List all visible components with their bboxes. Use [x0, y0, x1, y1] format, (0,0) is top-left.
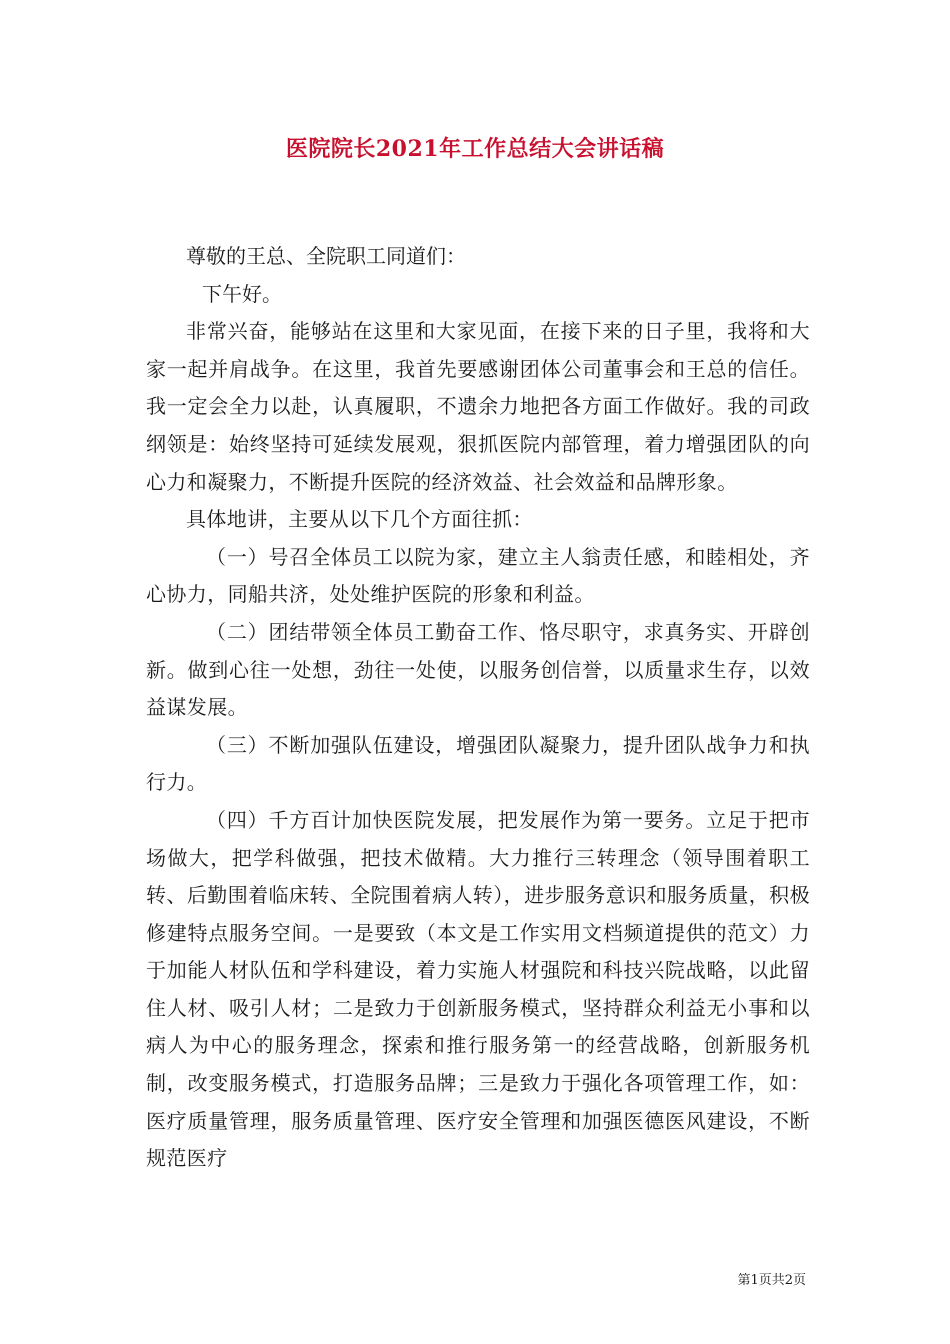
- salutation: 尊敬的王总、全院职工同道们：: [186, 244, 466, 268]
- document-title: 医院院长2021年工作总结大会讲话稿: [285, 136, 665, 162]
- list-item-2: （二）团结带领全体员工勤奋工作、恪尽职守，求真务实、开辟创新。做到心往一处想，劲往一处使，以服务创信誉，以质量求生存，以效益谋发展。: [146, 619, 810, 720]
- list-item-3: （三）不断加强队伍建设，增强团队凝聚力，提升团队战争力和执行力。: [146, 732, 810, 795]
- paragraph-intro: 非常兴奋，能够站在这里和大家见面，在接下来的日子里，我将和大家一起并肩战争。在这里，我首先要感谢团体公司董事会和王总的信任。我一定会全力以赴，认真履职，不遗余力地把各方面工作做好。我的司政纲领是：始终坚持可延续发展观，狠抓医院内部管理，着力增强团队的向心力和凝聚力，不断提升医院的经济效益、社会效益和品牌形象。: [146, 319, 810, 494]
- page-number: 第1页共2页: [737, 1273, 806, 1288]
- paragraph-outline: 具体地讲，主要从以下几个方面往抓：: [186, 507, 533, 532]
- list-item-1: （一）号召全体员工以院为家，建立主人翁责任感，和睦相处，齐心协力，同船共济，处处维护医院的形象和利益。: [146, 544, 810, 607]
- greeting: 下午好。: [202, 281, 282, 306]
- document-body: [146, 238, 810, 1178]
- list-item-4: （四）千方百计加快医院发展，把发展作为第一要务。立足于把市场做大，把学科做强，把技术做精。大力推行三转理念（领导围着职工转、后勤围着临床转、全院围着病人转），进步服务意识和服务质量，积极修建特点服务空间。一是要致（本文是工作实用文档频道提供的范文）力于加能人材队伍和学科建设，着力实施人材强院和科技兴院战略，以此留住人材、吸引人材；二是致力于创新服务模式，坚持群众利益无小事和以病人为中心的服务理念，探索和推行服务第一的经营战略，创新服务机制，改变服务模式，打造服务品牌；三是致力于强化各项管理工作，如：医疗质量管理，服务质量管理、医疗安全管理和加强医德医风建设，不断规范医疗: [146, 807, 810, 1171]
